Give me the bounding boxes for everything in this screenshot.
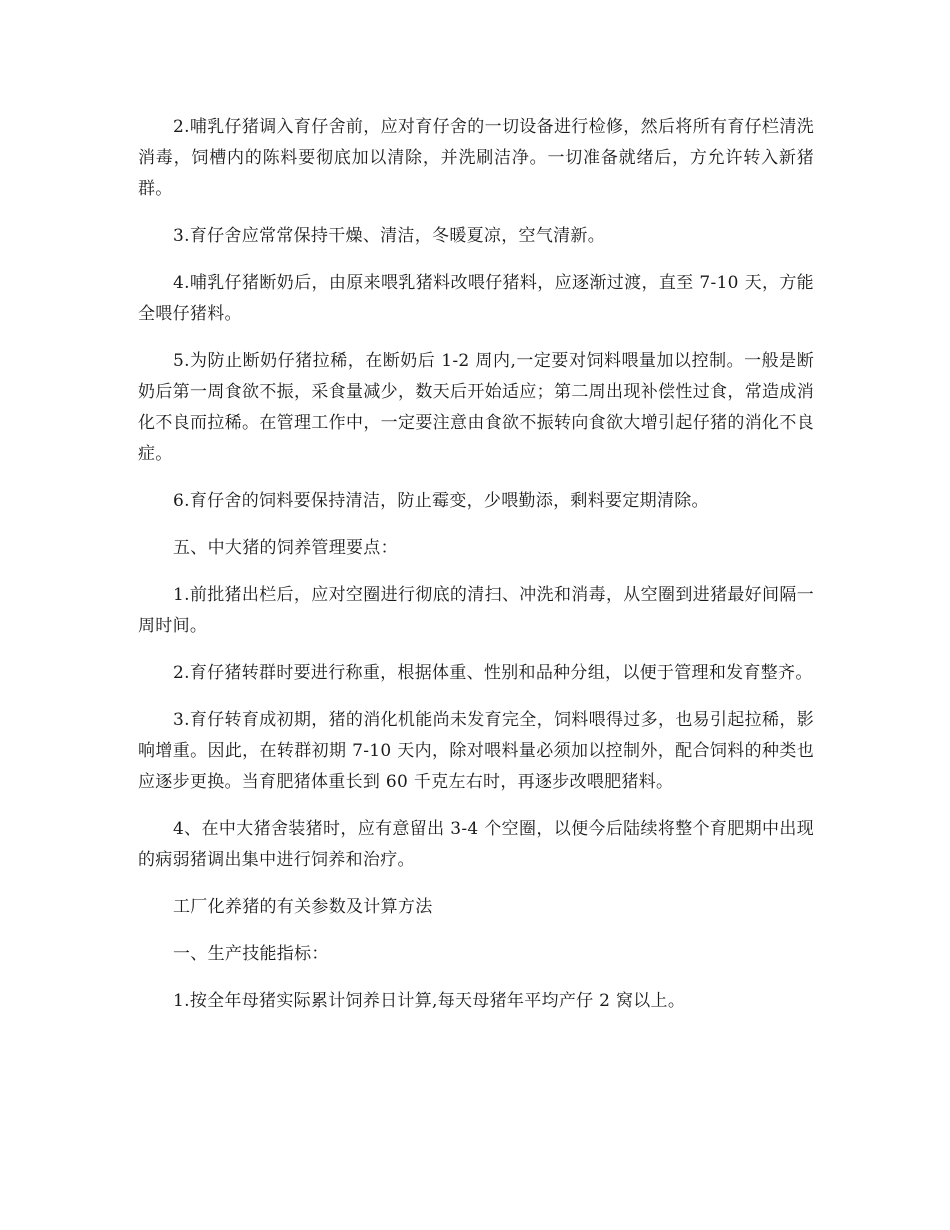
section-title: 工厂化养猪的有关参数及计算方法 [173, 897, 433, 917]
paragraph: 4、在中大猪舍装猪时，应有意留出 3-4 个空圈，以便今后陆续将整个育肥期中出现的病弱猪调出集中进行饲养和治疗。 [138, 819, 814, 870]
paragraph: 3.育仔转育成初期，猪的消化机能尚未发育完全，饲料喂得过多，也易引起拉稀，影响增重。因此，在转群初期 7-10 天内，除对喂料量必须加以控制外，配合饲料的种类也应逐步更换。当育肥猪体重长到 60 千克左右时，再逐步改喂肥猪料。 [138, 710, 814, 792]
paragraph: 3.育仔舍应常常保持干燥、清洁，冬暖夏凉，空气清新。 [173, 226, 606, 246]
paragraph: 2.育仔猪转群时要进行称重，根据体重、性别和品种分组，以便于管理和发育整齐。 [173, 663, 813, 683]
section-heading: 一、生产技能指标： [173, 944, 329, 964]
paragraph: 2.哺乳仔猪调入育仔舍前，应对育仔舍的一切设备进行检修，然后将所有育仔栏清洗消毒，饲槽内的陈料要彻底加以清除，并洗刷洁净。一切准备就绪后，方允许转入新猪群。 [138, 117, 814, 199]
paragraph: 1.前批猪出栏后，应对空圈进行彻底的清扫、冲洗和消毒，从空圈到进猪最好间隔一周时间。 [138, 585, 814, 636]
paragraph: 1.按全年母猪实际累计饲养日计算,每天母猪年平均产仔 2 窝以上。 [173, 991, 686, 1011]
paragraph: 6.育仔舍的饲料要保持清洁，防止霉变，少喂勤添，剩料要定期清除。 [173, 491, 709, 511]
document-body [138, 112, 814, 1033]
paragraph: 4.哺乳仔猪断奶后，由原来喂乳猪料改喂仔猪料，应逐渐过渡，直至 7-10 天，方能全喂仔猪料。 [138, 273, 814, 324]
paragraph: 5.为防止断奶仔猪拉稀，在断奶后 1-2 周内,一定要对饲料喂量加以控制。一般是断奶后第一周食欲不振，采食量减少，数天后开始适应；第二周出现补偿性过食，常造成消化不良而拉稀。在管理工作中，一定要注意由食欲不振转向食欲大增引起仔猪的消化不良症。 [138, 351, 814, 464]
section-heading: 五、中大猪的饲养管理要点： [173, 538, 398, 558]
